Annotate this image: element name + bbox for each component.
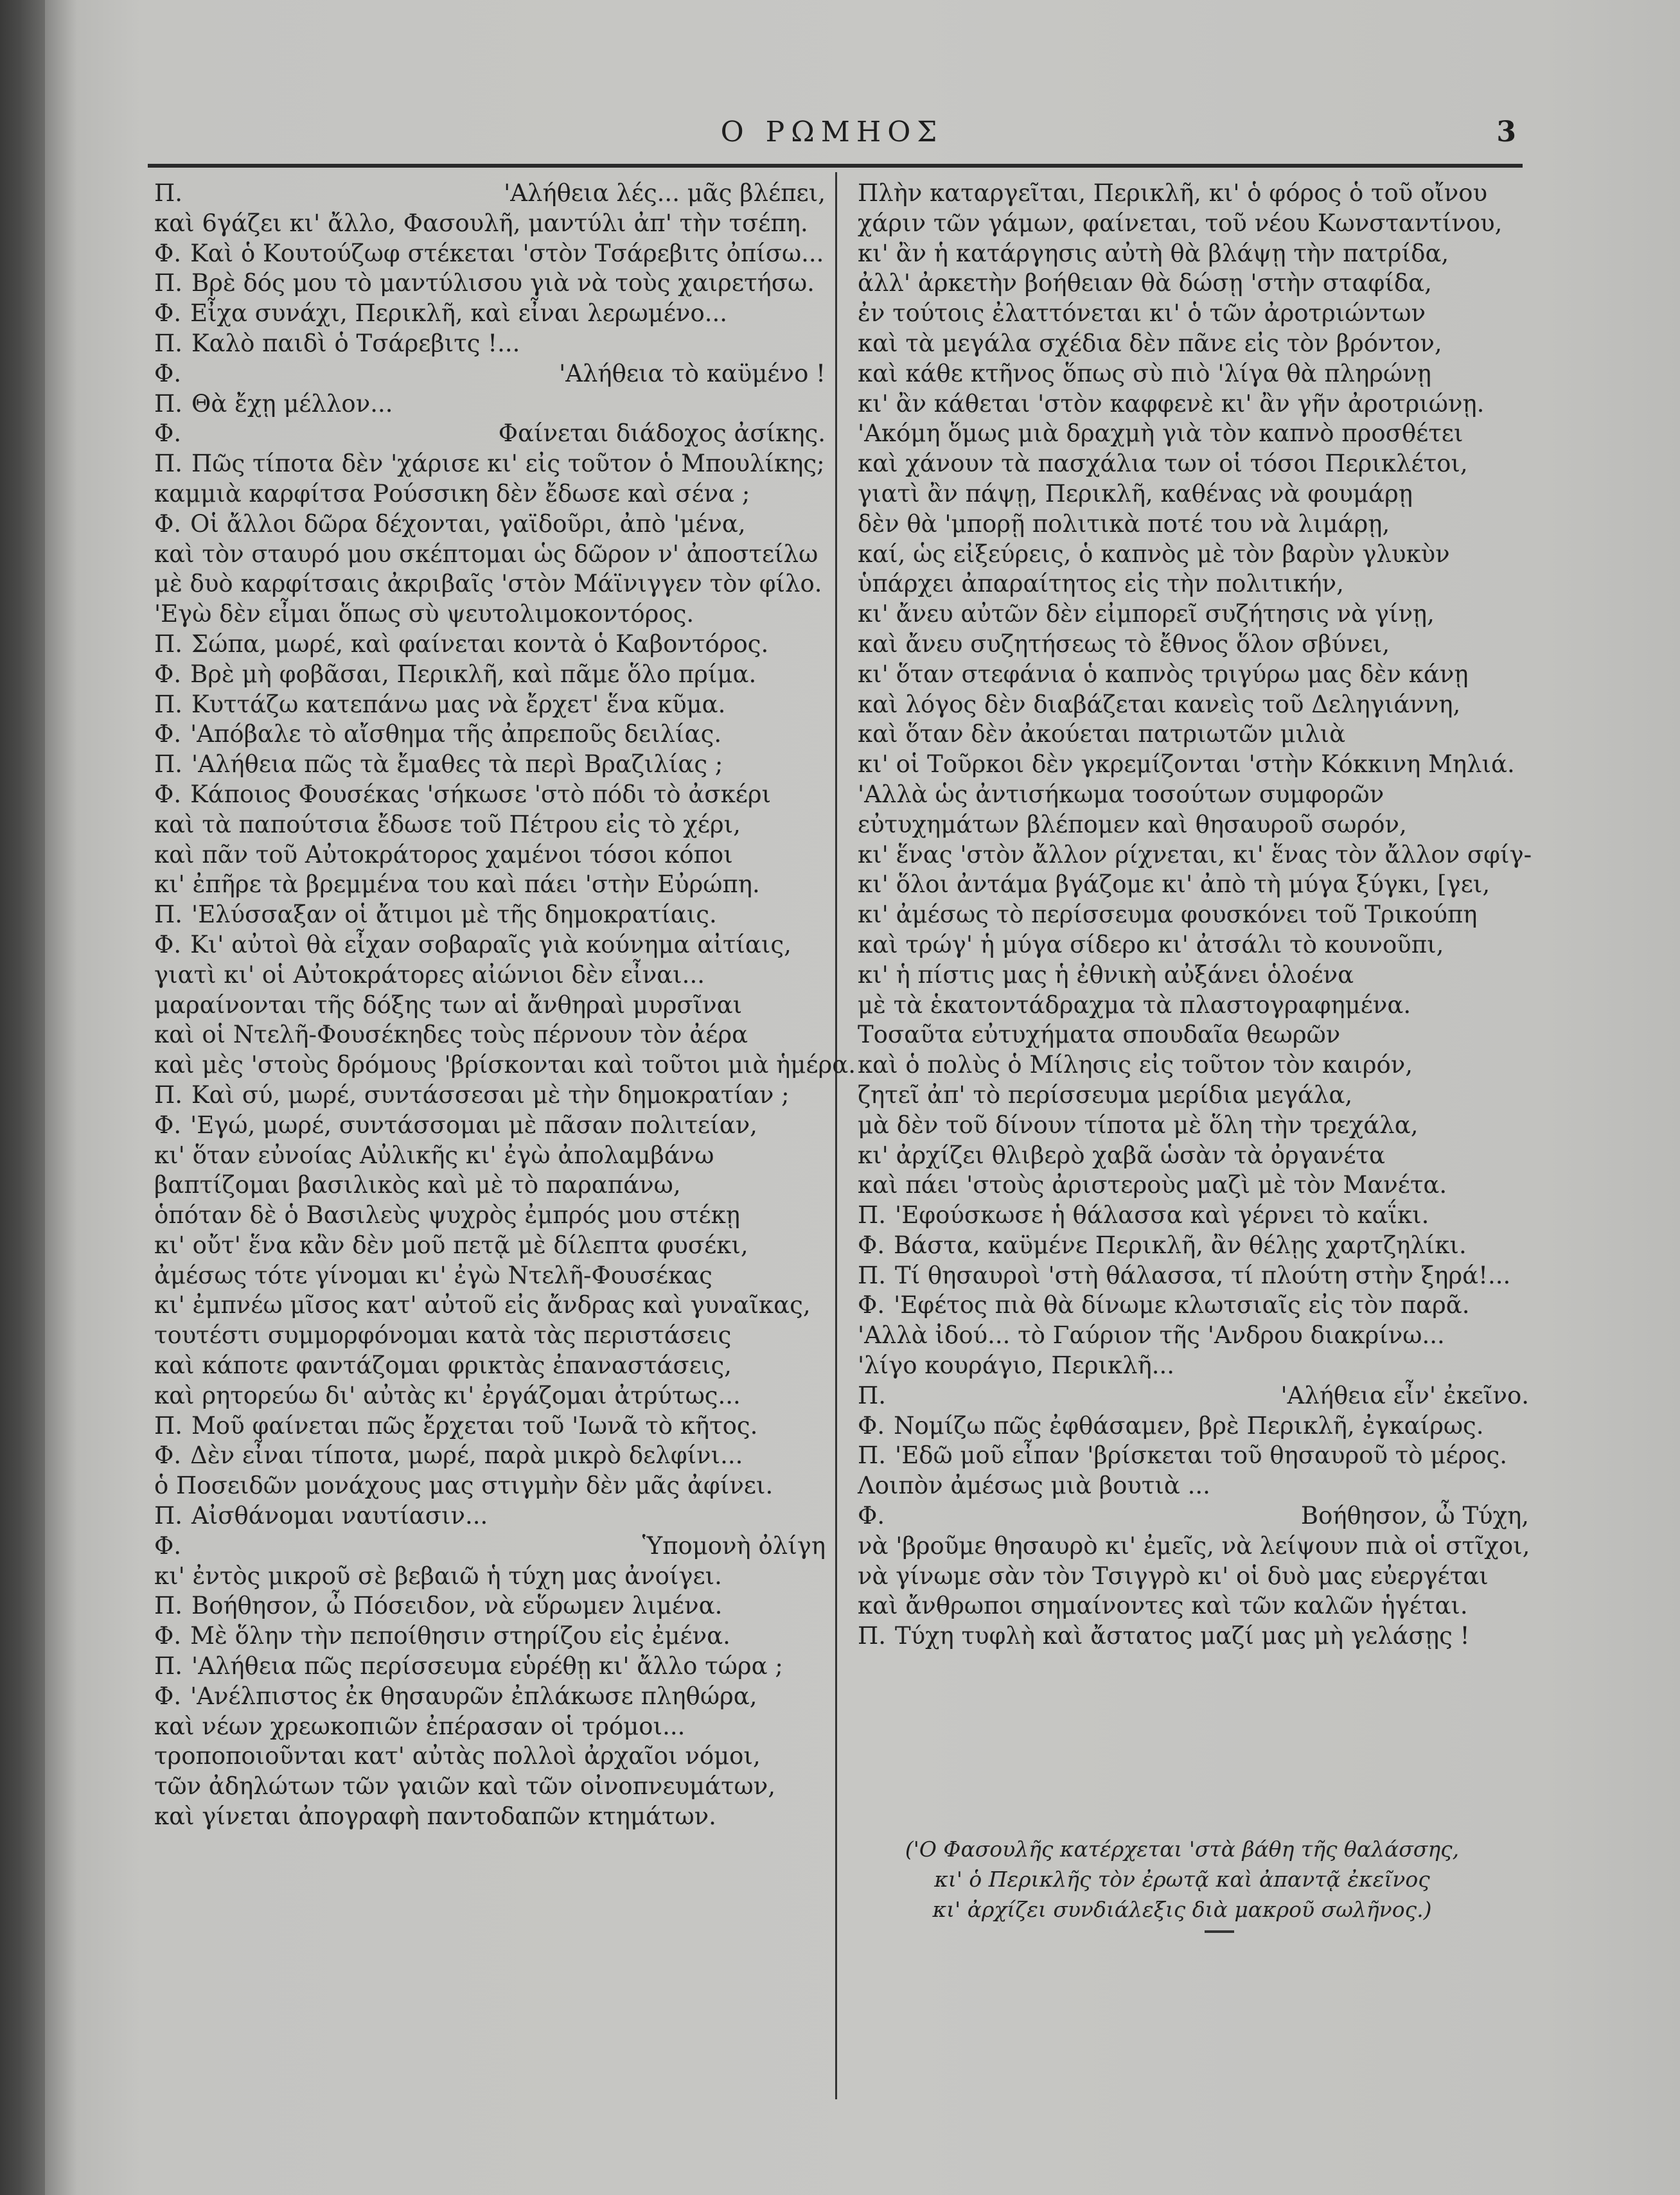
verse-text: Οἱ ἄλλοι δῶρα δέχονται, γαϊδοῦρι, ἀπὸ 'μένα, <box>190 509 746 538</box>
verse-line <box>154 960 826 991</box>
verse-text: 'Εγὼ δὲν εἶμαι ὅπως σὺ ψευτολιμοκοντόρος. <box>154 600 694 628</box>
verse-line <box>154 1682 826 1712</box>
verse-line <box>858 1621 1529 1652</box>
speaker-label: Φ. <box>154 239 182 267</box>
verse-line <box>858 1111 1529 1141</box>
page-number: 3 <box>1496 116 1516 148</box>
verse-line <box>154 1111 826 1141</box>
verse-line <box>154 1712 826 1742</box>
verse-line <box>154 449 826 479</box>
header-rule <box>148 164 1523 168</box>
verse-line <box>154 299 826 329</box>
verse-line <box>154 599 826 630</box>
verse-text: Φαίνεται διάδοχος ἀσίκης. <box>498 419 826 448</box>
verse-text: καὶ ἄνθρωποι σημαίνοντες καὶ τῶν καλῶν ἡγέται. <box>858 1592 1468 1620</box>
verse-text: καὶ νέων χρεωκοπιῶν ἐπέρασαν οἱ τρόμοι... <box>154 1712 685 1740</box>
verse-line <box>154 209 826 239</box>
end-dash <box>1205 1930 1234 1933</box>
verse-text: καὶ τὰ μεγάλα σχέδια δὲν πᾶνε εἰς τὸν βρόντον, <box>858 329 1442 357</box>
column-divider <box>835 172 837 2099</box>
verse-line <box>154 1291 826 1321</box>
stage-direction-line: ('Ο Φασουλῆς κατέρχεται 'στὰ βάθη τῆς θαλάσσης, <box>905 1837 1460 1862</box>
verse-line <box>154 1501 826 1531</box>
verse-line <box>858 1321 1529 1351</box>
speaker-label: Π. <box>154 450 183 478</box>
verse-line <box>858 750 1529 780</box>
stage-direction <box>893 1834 1471 1925</box>
speaker-label: Π. <box>154 690 183 718</box>
verse-text: κι' ἐμπνέω μῖσος κατ' αὐτοῦ εἰς ἄνδρας καὶ γυναῖκας, <box>154 1291 811 1319</box>
verse-text: τροποποιοῦνται κατ' αὐτὰς πολλοὶ ἀρχαῖοι νόμοι, <box>154 1742 761 1770</box>
verse-text: τῶν ἀδηλώτων τῶν γαιῶν καὶ τῶν οἰνοπνευμάτων, <box>154 1772 775 1801</box>
speaker-label: Φ. <box>154 359 182 387</box>
verse-line <box>858 359 1529 389</box>
verse-text: καὶ πᾶν τοῦ Αὐτοκράτορος χαμένοι τόσοι κόποι <box>154 840 733 868</box>
verse-line <box>154 810 826 840</box>
verse-line <box>154 840 826 870</box>
speaker-label: Π. <box>858 1441 887 1470</box>
verse-text: 'Εγώ, μωρέ, συντάσσομαι μὲ πᾶσαν πολιτείαν, <box>190 1111 757 1139</box>
verse-line <box>858 239 1529 269</box>
speaker-label: Φ. <box>154 1531 182 1560</box>
verse-text: βαπτίζομαι βασιλικὸς καὶ μὲ τὸ παραπάνω, <box>154 1171 681 1199</box>
verse-text: 'Αλλὰ ὡς ἀντισήκωμα τοσούτων συμφορῶν <box>858 780 1384 808</box>
verse-text: καὶ μὲς 'στοὺς δρόμους 'βρίσκονται καὶ τοῦτοι μιὰ ἡμέρα. <box>154 1051 856 1079</box>
verse-line <box>858 599 1529 630</box>
verse-line <box>858 1441 1529 1471</box>
verse-text: Καὶ σύ, μωρέ, συντάσσεσαι μὲ τὴν δημοκρατίαν ; <box>191 1080 790 1109</box>
verse-text: 'Αλήθεια λές... μᾶς βλέπει, <box>504 179 826 207</box>
verse-line <box>858 780 1529 810</box>
verse-text: Κάποιος Φουσέκας 'σήκωσε 'στὸ πόδι τὸ ἀσκέρι <box>190 780 772 808</box>
verse-line <box>154 1772 826 1802</box>
verse-text: εὐτυχημάτων βλέπομεν καὶ θησαυροῦ σωρόν, <box>858 810 1407 838</box>
verse-text: Βρὲ μὴ φοβᾶσαι, Περικλῆ, καὶ πᾶμε ὅλο πρίμα. <box>190 660 757 688</box>
verse-text: καὶ χάνουν τὰ πασχάλια των οἱ τόσοι Περικλέτοι, <box>858 450 1468 478</box>
speaker-label: Π. <box>858 1261 887 1289</box>
verse-text: χάριν τῶν γάμων, φαίνεται, τοῦ νέου Κωνσταντίνου, <box>858 209 1503 237</box>
verse-line <box>154 239 826 269</box>
speaker-label: Φ. <box>154 299 182 328</box>
speaker-label: Φ. <box>154 419 182 448</box>
verse-text: κι' ἐντὸς μικροῦ σὲ βεβαιῶ ἡ τύχη μας ἀνοίγει. <box>154 1562 722 1590</box>
verse-line <box>858 299 1529 329</box>
verse-text: καὶ κάποτε φαντάζομαι φρικτὰς ἐπαναστάσεις, <box>154 1352 732 1380</box>
verse-line <box>154 1652 826 1682</box>
verse-line <box>154 329 826 359</box>
verse-text: καὶ πάει 'στοὺς ἀριστεροὺς μαζὶ μὲ τὸν Μανέτα. <box>858 1171 1447 1199</box>
newspaper-title: Ο ΡΩΜΗΟΣ <box>720 116 944 148</box>
verse-text: καὶ ὅταν δὲν ἀκούεται πατριωτῶν μιλιὰ <box>858 720 1346 748</box>
verse-line <box>858 930 1529 960</box>
verse-line <box>858 1141 1529 1171</box>
verse-line <box>154 179 826 209</box>
speaker-label: Φ. <box>154 1441 182 1470</box>
verse-text: μὲ τὰ ἑκατοντάδραχμα τὰ πλαστογραφημένα. <box>858 991 1411 1019</box>
verse-text: Εἶχα συνάχι, Περικλῆ, καὶ εἶναι λερωμένο... <box>190 299 728 328</box>
verse-text: Πῶς τίποτα δὲν 'χάρισε κι' εἰς τοῦτον ὁ Μπουλίκης; <box>191 450 825 478</box>
verse-text: ὁπόταν δὲ ὁ Βασιλεὺς ψυχρὸς ἐμπρός μου στέκῃ <box>154 1201 740 1230</box>
verse-line <box>858 209 1529 239</box>
verse-text: 'Απόβαλε τὸ αἴσθημα τῆς ἀπρεποῦς δειλίας. <box>190 720 722 748</box>
verse-text: καὶ γίνεται ἀπογραφὴ παντοδαπῶν κτημάτων. <box>154 1803 716 1831</box>
speaker-label: Φ. <box>154 1682 182 1710</box>
verse-line <box>154 1201 826 1231</box>
speaker-label: Π. <box>154 1652 183 1680</box>
verse-line <box>154 540 826 570</box>
speaker-label: Π. <box>154 901 183 929</box>
verse-text: 'Αλήθεια πῶς τὰ ἔμαθες τὰ περὶ Βραζιλίας ; <box>191 750 723 779</box>
verse-text: μὰ δὲν τοῦ δίνουν τίποτα μὲ ὅλη τὴν τρεχάλα, <box>858 1111 1419 1139</box>
verse-line <box>154 660 826 690</box>
verse-text: καὶ λόγος δὲν διαβάζεται κανεὶς τοῦ Δεληγιάννη, <box>858 690 1461 718</box>
verse-text: μαραίνονται τῆς δόξης των αἱ ἄνθηραὶ μυρσῖναι <box>154 991 743 1019</box>
verse-text: ζητεῖ ἀπ' τὸ περίσσευμα μερίδια μεγάλα, <box>858 1080 1353 1109</box>
verse-line <box>858 1080 1529 1111</box>
verse-line <box>154 1621 826 1652</box>
verse-line <box>154 1141 826 1171</box>
verse-text: Λοιπὸν ἀμέσως μιὰ βουτιὰ ... <box>858 1472 1210 1500</box>
speaker-label: Φ. <box>154 660 182 688</box>
speaker-label: Φ. <box>858 1231 885 1259</box>
verse-text: 'Ακόμη ὅμως μιὰ δραχμὴ γιὰ τὸν καπνὸ προσθέτει <box>858 419 1463 448</box>
verse-text: Κυττάζω κατεπάνω μας νὰ ἔρχετ' ἕνα κῦμα. <box>191 690 726 718</box>
verse-line <box>154 479 826 509</box>
verse-line <box>858 630 1529 660</box>
verse-line <box>858 1291 1529 1321</box>
verse-line <box>858 329 1529 359</box>
speaker-label: Π. <box>154 329 183 357</box>
verse-text: κι' ὅταν στεφάνια ὁ καπνὸς τριγύρω μας δὲν κάνῃ <box>858 660 1469 688</box>
speaker-label: Φ. <box>154 930 182 958</box>
verse-text: κι' ἂν ἡ κατάργησις αὐτὴ θὰ βλάψῃ τὴν πατρίδα, <box>858 239 1449 267</box>
verse-line <box>154 269 826 299</box>
verse-line <box>154 1562 826 1592</box>
verse-line <box>858 1351 1529 1381</box>
verse-text: καὶ 6γάζει κι' ἄλλο, Φασουλῆ, μαντύλι ἀπ' τὴν τσέπη. <box>154 209 808 237</box>
verse-text: Μὲ ὅλην τὴν πεποίθησιν στηρίζου εἰς ἐμένα. <box>190 1622 730 1650</box>
speaker-label: Π. <box>858 1201 887 1230</box>
verse-line <box>154 930 826 960</box>
verse-text: Σώπα, μωρέ, καὶ φαίνεται κοντὰ ὁ Καβοντόρος. <box>191 630 769 658</box>
speaker-label: Φ. <box>154 1622 182 1650</box>
verse-line <box>154 1170 826 1201</box>
verse-text: Ὑπομονὴ ὀλίγη <box>642 1531 826 1560</box>
verse-line <box>154 509 826 540</box>
verse-line <box>154 1080 826 1111</box>
verse-line <box>858 569 1529 599</box>
verse-text: κι' ἀμέσως τὸ περίσσευμα φουσκόνει τοῦ Τρικούπη <box>858 901 1478 929</box>
verse-line <box>154 1741 826 1772</box>
verse-line <box>154 1261 826 1291</box>
verse-text: 'Εφούσκωσε ἡ θάλασσα καὶ γέρνει τὸ καΐκι. <box>895 1201 1429 1230</box>
verse-line <box>154 1050 856 1080</box>
verse-text: κι' ὅταν εὐνοίας Αὐλικῆς κι' ἐγὼ ἀπολαμβάνω <box>154 1141 714 1169</box>
verse-line <box>154 389 826 419</box>
verse-text: Βοήθησον, ὦ Πόσειδον, νὰ εὕρωμεν λιμένα. <box>191 1592 723 1620</box>
verse-line <box>858 1020 1529 1050</box>
verse-line <box>858 840 1532 870</box>
speaker-label: Π. <box>858 1622 887 1650</box>
speaker-label: Π. <box>154 1411 183 1440</box>
verse-text: κι' οἱ Τοῦρκοι δὲν γκρεμίζονται 'στὴν Κόκκινη Μηλιά. <box>858 750 1515 779</box>
verse-text: 'λίγο κουράγιο, Περικλῆ... <box>858 1352 1175 1380</box>
verse-line <box>154 750 826 780</box>
left-column <box>154 179 856 1832</box>
verse-line <box>154 1381 826 1411</box>
verse-text: καὶ τὸν σταυρό μου σκέπτομαι ὡς δῶρον ν' ἀποστείλω <box>154 540 818 568</box>
speaker-label: Π. <box>858 1381 887 1409</box>
verse-text: καὶ ἄνευ συζητήσεως τὸ ἔθνος ὅλον σβύνει, <box>858 630 1390 658</box>
verse-line <box>858 1562 1529 1592</box>
verse-line <box>154 719 826 750</box>
verse-text: 'Αλήθεια εἶν' ἐκεῖνο. <box>1280 1381 1529 1409</box>
verse-line <box>858 389 1529 419</box>
verse-text: γιατὶ κι' οἱ Αὐτοκράτορες αἰώνιοι δὲν εἶναι... <box>154 960 705 989</box>
verse-text: κι' ὅλοι ἀντάμα βγάζομε κι' ἀπὸ τὴ μύγα ξύγκι, [γει, <box>858 870 1490 899</box>
verse-text: Βοήθησον, ὦ Τύχη, <box>1300 1502 1529 1530</box>
verse-line <box>858 690 1529 720</box>
verse-line <box>858 1231 1529 1261</box>
speaker-label: Π. <box>154 389 183 418</box>
verse-text: καὶ τρώγ' ἡ μύγα σίδερο κι' ἀτσάλι τὸ κουνοῦπι, <box>858 930 1444 958</box>
verse-line <box>154 1441 826 1471</box>
verse-text: Βρὲ δός μου τὸ μαντύλισου γιὰ νὰ τοὺς χαιρετήσω. <box>191 269 815 297</box>
speaker-label: Φ. <box>858 1411 885 1440</box>
speaker-label: Π. <box>154 1502 183 1530</box>
verse-text: μὲ δυὸ καρφίτσαις ἀκριβαῖς 'στὸν Μάϊνιγγεν τὸν φίλο. <box>154 570 822 598</box>
verse-text: Κι' αὐτοὶ θὰ εἶχαν σοβαραῖς γιὰ κούνημα αἰτίαις, <box>190 930 791 958</box>
verse-line <box>858 1531 1529 1562</box>
verse-line <box>154 1351 826 1381</box>
speaker-label: Π. <box>154 1080 183 1109</box>
verse-text: κι' ἕνας 'στὸν ἄλλον ρίχνεται, κι' ἕνας τὸν ἄλλον σφίγ- <box>858 840 1532 868</box>
verse-line <box>858 1591 1529 1621</box>
verse-line <box>858 509 1529 540</box>
verse-line <box>154 1471 826 1501</box>
speaker-label: Φ. <box>154 1111 182 1139</box>
verse-line <box>858 660 1529 690</box>
verse-text: καὶ κάθε κτῆνος ὅπως σὺ πιὸ 'λίγα θὰ πληρώνῃ <box>858 359 1431 387</box>
verse-text: κι' ἄνευ αὐτῶν δὲν εἰμπορεῖ συζήτησις νὰ γίνῃ, <box>858 600 1435 628</box>
speaker-label: Π. <box>154 750 183 779</box>
speaker-label: Π. <box>154 630 183 658</box>
verse-line <box>858 1381 1529 1411</box>
verse-text: Βάστα, καϋμένε Περικλῆ, ἂν θέλῃς χαρτζηλίκι. <box>894 1231 1467 1259</box>
verse-text: νὰ γίνωμε σὰν τὸν Τσιγγρὸ κι' οἱ δυὸ μας εὐεργέται <box>858 1562 1489 1590</box>
speaker-label: Π. <box>154 179 183 207</box>
verse-line <box>858 1170 1529 1201</box>
verse-text: ὑπάρχει ἀπαραίτητος εἰς τὴν πολιτικήν, <box>858 570 1344 598</box>
verse-text: Δὲν εἶναι τίποτα, μωρέ, παρὰ μικρὸ δελφίνι... <box>190 1441 743 1470</box>
verse-text: ἐν τούτοις ἐλαττόνεται κι' ὁ τῶν ἀροτριώντων <box>858 299 1426 328</box>
verse-line <box>154 630 826 660</box>
verse-line <box>858 810 1529 840</box>
stage-direction-line: κι' ὁ Περικλῆς τὸν ἐρωτᾷ καὶ ἀπαντᾷ ἐκεῖνος <box>934 1867 1430 1892</box>
verse-text: 'Εδῶ μοῦ εἶπαν 'βρίσκεται τοῦ θησαυροῦ τὸ μέρος. <box>895 1441 1508 1470</box>
verse-line <box>858 900 1529 930</box>
verse-line <box>858 269 1529 299</box>
verse-line <box>154 359 826 389</box>
verse-text: Καὶ ὁ Κουτούζωφ στέκεται 'στὸν Τσάρεβιτς ὀπίσω... <box>190 239 824 267</box>
verse-line <box>858 419 1529 449</box>
verse-text: κι' οὔτ' ἕνα κἂν δὲν μοῦ πετᾷ μὲ δίλεπτα φυσέκι, <box>154 1231 748 1259</box>
verse-text: νὰ 'βροῦμε θησαυρὸ κι' ἐμεῖς, νὰ λείψουν πιὰ οἱ στῖχοι, <box>858 1531 1530 1560</box>
speaker-label: Π. <box>154 269 183 297</box>
verse-line <box>154 419 826 449</box>
verse-text: γιατὶ ἂν πάψῃ, Περικλῆ, καθένας νὰ φουμάρῃ <box>858 479 1413 507</box>
page-header <box>148 116 1516 154</box>
verse-text: κι' ἀρχίζει θλιβερὸ χαβᾶ ὡσὰν τὰ ὀργανέτα <box>858 1141 1385 1169</box>
verse-text: 'Εφέτος πιὰ θὰ δίνωμε κλωτσιαῖς εἰς τὸν παρᾶ. <box>894 1291 1470 1319</box>
verse-line <box>858 1261 1529 1291</box>
verse-line <box>154 1802 826 1832</box>
verse-text: καὶ οἱ Ντελῆ-Φουσέκηδες τοὺς πέρνουν τὸν ἀέρα <box>154 1021 748 1049</box>
right-column <box>858 179 1532 1652</box>
verse-text: 'Ανέλπιστος ἐκ θησαυρῶν ἐπλάκωσε πληθώρα, <box>190 1682 757 1710</box>
verse-line <box>858 1050 1529 1080</box>
verse-line <box>858 449 1529 479</box>
verse-text: Καλὸ παιδὶ ὁ Τσάρεβιτς !... <box>191 329 520 357</box>
verse-line <box>154 1321 826 1351</box>
verse-text: Νομίζω πῶς ἐφθάσαμεν, βρὲ Περικλῆ, ἐγκαίρως. <box>894 1411 1484 1440</box>
verse-line <box>858 1201 1529 1231</box>
verse-line <box>154 690 826 720</box>
verse-line <box>154 1591 826 1621</box>
verse-line <box>858 479 1529 509</box>
page-binding-shadow <box>0 0 45 2195</box>
verse-text: τουτέστι συμμορφόνομαι κατὰ τὰς περιστάσεις <box>154 1321 732 1350</box>
verse-text: 'Αλήθεια πῶς περίσσευμα εὑρέθῃ κι' ἄλλο τώρα ; <box>191 1652 783 1680</box>
verse-text: Αἰσθάνομαι ναυτίασιν... <box>191 1502 488 1530</box>
verse-text: 'Ελύσσαξαν οἱ ἄτιμοι μὲ τῆς δημοκρατίαις. <box>191 901 717 929</box>
verse-line <box>858 960 1529 991</box>
speaker-label: Φ. <box>858 1291 885 1319</box>
verse-line <box>858 1501 1529 1531</box>
speaker-label: Π. <box>154 1592 183 1620</box>
verse-line <box>154 1531 826 1562</box>
verse-text: Τί θησαυροὶ 'στὴ θάλασσα, τί πλούτη στὴν ξηρά!... <box>895 1261 1511 1289</box>
verse-line <box>154 991 826 1021</box>
verse-text: κι' ἐπῆρε τὰ βρεμμένα του καὶ πάει 'στὴν Εὐρώπη. <box>154 870 760 899</box>
verse-line <box>858 1411 1529 1441</box>
verse-line <box>154 1411 826 1441</box>
verse-text: ἀλλ' ἀρκετὴν βοήθειαν θὰ δώσῃ 'στὴν σταφίδα, <box>858 269 1432 297</box>
verse-text: καὶ ρητορεύω δι' αὐτὰς κι' ἐργάζομαι ἀτρύτως... <box>154 1381 741 1409</box>
verse-line <box>858 1471 1529 1501</box>
verse-text: Τύχη τυφλὴ καὶ ἄστατος μαζί μας μὴ γελάσῃς ! <box>895 1622 1470 1650</box>
verse-text: κι' ἡ πίστις μας ἡ ἐθνικὴ αὐξάνει ὁλοένα <box>858 960 1354 989</box>
stage-direction-line: κι' ἀρχίζει συνδιάλεξις διὰ μακροῦ σωλῆνος.) <box>932 1897 1432 1922</box>
speaker-label: Φ. <box>154 509 182 538</box>
verse-text: κι' ἂν κάθεται 'στὸν καφφενὲ κι' ἂν γῆν ἀροτριώνῃ. <box>858 389 1485 418</box>
speaker-label: Φ. <box>154 720 182 748</box>
verse-line <box>154 870 826 900</box>
verse-text: 'Αλλὰ ἰδού... τὸ Γαύριον τῆς 'Ανδρου διακρίνω... <box>858 1321 1445 1350</box>
verse-text: καμμιὰ καρφίτσα Ρούσσικη δὲν ἔδωσε καὶ σένα ; <box>154 479 750 507</box>
speaker-label: Φ. <box>858 1502 885 1530</box>
verse-text: Πλὴν καταργεῖται, Περικλῆ, κι' ὁ φόρος ὁ τοῦ οἴνου <box>858 179 1488 207</box>
verse-text: καὶ τὰ παπούτσια ἔδωσε τοῦ Πέτρου εἰς τὸ χέρι, <box>154 810 741 838</box>
verse-line <box>154 569 826 599</box>
verse-line <box>858 719 1529 750</box>
verse-text: Τοσαῦτα εὐτυχήματα σπουδαῖα θεωρῶν <box>858 1021 1341 1049</box>
verse-line <box>154 1231 826 1261</box>
speaker-label: Φ. <box>154 780 182 808</box>
verse-line <box>154 900 826 930</box>
verse-text: καί, ὡς εἰξεύρεις, ὁ καπνὸς μὲ τὸν βαρὺν γλυκὺν <box>858 540 1450 568</box>
verse-text: Θὰ ἔχῃ μέλλον... <box>191 389 393 418</box>
verse-text: ὁ Ποσειδῶν μονάχους μας στιγμὴν δὲν μᾶς ἀφίνει. <box>154 1472 774 1500</box>
verse-text: 'Αλήθεια τὸ καϋμένο ! <box>559 359 826 387</box>
verse-line <box>858 540 1529 570</box>
verse-text: δὲν θὰ 'μπορῇ πολιτικὰ ποτέ του νὰ λιμάρῃ, <box>858 509 1390 538</box>
verse-line <box>858 991 1529 1021</box>
verse-text: ἀμέσως τότε γίνομαι κι' ἐγὼ Ντελῆ-Φουσέκας <box>154 1261 712 1289</box>
verse-line <box>858 179 1529 209</box>
verse-text: Μοῦ φαίνεται πῶς ἔρχεται τοῦ 'Ιωνᾶ τὸ κῆτος. <box>191 1411 758 1440</box>
verse-text: καὶ ὁ πολὺς ὁ Μίλησις εἰς τοῦτον τὸν καιρόν, <box>858 1051 1413 1079</box>
verse-line <box>154 780 826 810</box>
verse-line <box>858 870 1529 900</box>
verse-line <box>154 1020 826 1050</box>
